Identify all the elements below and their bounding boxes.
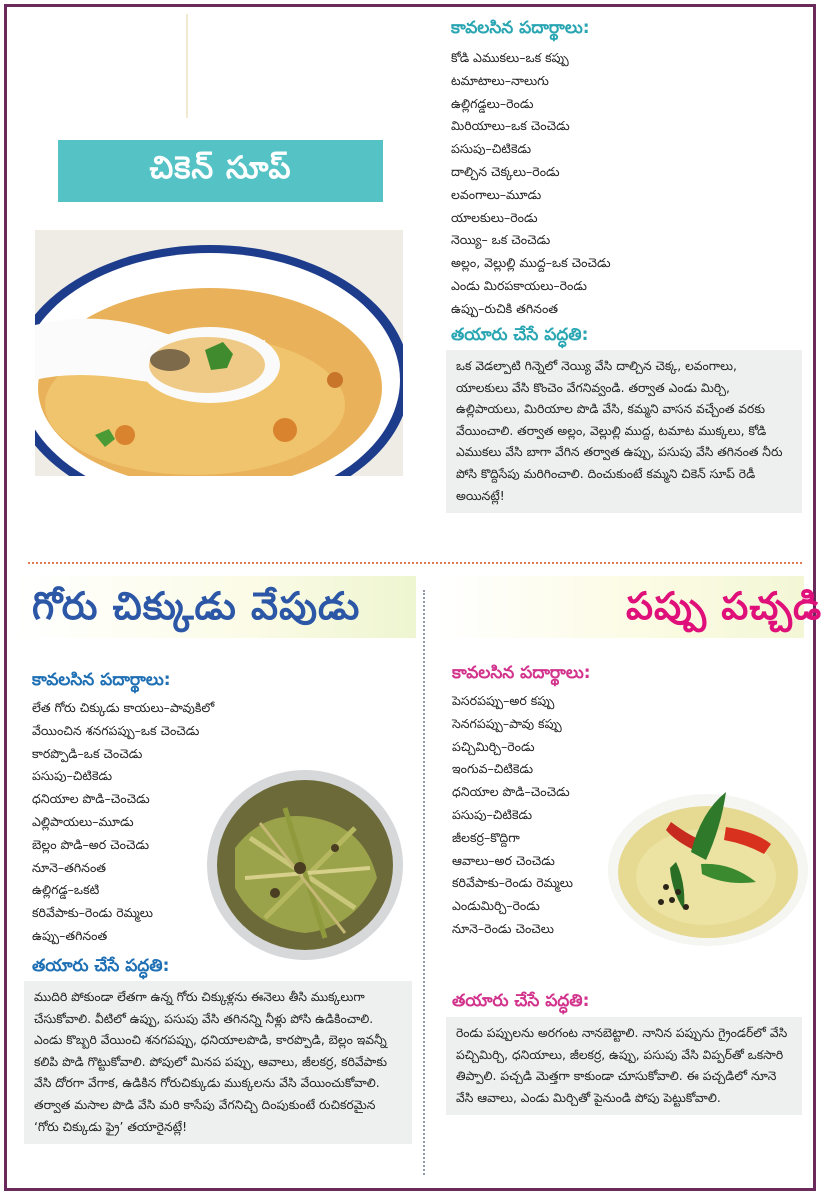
list-item: ఉల్లిగడ్డలు–రెండు	[451, 95, 534, 111]
list-item: ఆవాలు–అర చెంచెడు	[452, 852, 555, 868]
goru-chikkudu-photo	[205, 768, 405, 963]
list-item: కరివేపాకు–రెండు రెమ్మలు	[32, 905, 153, 921]
chicken-method-text: ఒక వెడల్పాటి గిన్నెలో నెయ్యి వేసి దాల్చిన చెక్క, లవంగాలు, యాలకులు వేసి కొంచెం వేగనివ్వండి. తర్వాత ఎండు మిర్చి, ఉల్లిపాయలు, మిరియాల పొడి వేసి, కమ్మని వాసన వచ్చేంత వరకు వేయించాలి. తర్వాత అల్లం, వెల్లుల్లి ముద్ద, టమాట ముక్కలు, కోడి ఎముకలు వేసి బాగా వేగిన తర్వాత ఉప్పు, పసుపు వేసి తగినంత నీరు పోసి కొద్దిసేపు మరిగించాలి. దించుకుంటే కమ్మని చికెన్ సూప్ రెడీ అయినట్లే!	[456, 359, 783, 503]
section-divider	[28, 562, 802, 564]
list-item: ఉప్పు–రుచికి తగినంత	[451, 300, 559, 316]
pappu-ingredients-heading: కావలసిన పదార్థాలు:	[452, 663, 591, 683]
pappu-ingredients-list	[452, 690, 573, 941]
chicken-soup-title: చికెన్ సూప్	[58, 140, 383, 202]
list-item: జీలకర్ర–కొద్దిగా	[452, 829, 520, 845]
goru-method-text: ముదిరి పోకుండా లేతగా ఉన్న గోరు చిక్కుళ్లను ఈనెలు తీసి ముక్కలుగా చేసుకోవాలి. వీటిలో ఉప్పు, పసుపు వేసి తగినన్ని నీళ్లు పోసి ఉడికించాలి. ఎండు కొబ్బరి వేయించి శనగపప్పు, ధనియాలపొడి, కారప్పొడి, బెల్లం ఇవన్నీ కలిపి పొడి గొట్టుకోవాలి. పోపులో మినప పప్పు, ఆవాలు, జీలకర్ర, కరివేపాకు వేసి దోరగా వేగాక, ఉడికిన గోరుచిక్కుడు ముక్కలను వేసి వేయించుకోవాలి. తర్వాత మసాల పొడి వేసి మరి కాసేపు వేగనిచ్చి దింపుకుంటే రుచికరమైన ‘గోరు చిక్కుడు ఫ్రై’ తయారైనట్లే!	[34, 990, 388, 1134]
pappu-method-text: రెండు పప్పులను అరగంట నానబెట్టాలి. నానిన పప్పును గ్రైండర్‌లో వేసి పచ్చిమిర్చి, ధనియాలు, జీలకర్ర, ఉప్పు, పసుపు వేసి విప్పర్‌తో ఒకసారి తిప్పాలి. పచ్చడి మెత్తగా కాకుండా చూసుకోవాలి. ఈ పచ్చడిలో నూనె వేసి ఆవాలు, ఎండు మిర్చితో పైనుండి పోపు పెట్టుకోవాలి.	[456, 1026, 788, 1105]
chicken-ingredients-heading: కావలసిన పదార్థాలు:	[451, 18, 590, 38]
goru-chikkudu-title: గోరు చిక్కుడు వేపుడు	[32, 584, 361, 628]
list-item: ఇంగువ–చిటికెడు	[452, 761, 534, 777]
list-item: ధనియాల పొడి–చెంచెడు	[32, 791, 150, 807]
list-item: ఎండు మిరపకాయలు–రెండు	[451, 277, 587, 293]
chicken-method-heading: తయారు చేసే పద్ధతి:	[451, 325, 589, 345]
list-item: పచ్చిమిర్చి–రెండు	[452, 738, 535, 754]
list-item: బెల్లం పొడి–అర చెంచెడు	[32, 836, 150, 852]
list-item: వేయించిన శనగపప్పు–ఒక చెంచెడు	[32, 722, 200, 738]
list-item: అల్లం, వెల్లుల్లి ముద్ద–ఒక చెంచెడు	[451, 255, 611, 271]
pappu-pachadi-photo	[606, 782, 810, 948]
chicken-method-box	[446, 350, 802, 513]
list-item: నూనె–తగినంత	[32, 859, 107, 875]
column-divider	[423, 590, 425, 1175]
chicken-soup-photo	[35, 230, 403, 476]
list-item: పసుపు–చిటికెడు	[32, 768, 113, 784]
pappu-method-box	[446, 1017, 802, 1115]
list-item: ఉప్పు–తగినంత	[32, 927, 108, 943]
list-item: దాల్చిన చెక్కలు–రెండు	[451, 163, 560, 179]
pappu-pachadi-title: పప్పు పచ్చడి	[626, 584, 823, 628]
goru-ingredients-list	[32, 697, 214, 948]
list-item: యాలకులు–రెండు	[451, 209, 538, 225]
list-item: లవంగాలు–మూడు	[451, 186, 542, 202]
list-item: కోడి ఎముకలు–ఒక కప్పు	[451, 50, 569, 65]
list-item: ఉల్లిగడ్డ–ఒకటి	[32, 882, 100, 898]
list-item: ఎండుమిర్చి–రెండు	[452, 898, 540, 914]
chicken-ingredients-list	[451, 47, 611, 321]
list-item: మిరియాలు–ఒక చెంచెడు	[451, 118, 570, 134]
goru-method-box	[24, 981, 412, 1144]
goru-ingredients-heading: కావలసిన పదార్థాలు:	[32, 670, 171, 690]
list-item: సెనగపప్పు–పావు కప్పు	[452, 715, 562, 731]
list-item: నూనె–రెండు చెంచెలు	[452, 920, 554, 936]
pappu-method-heading: తయారు చేసే పద్ధతి:	[452, 991, 590, 1011]
list-item: లేత గోరు చిక్కుడు కాయలు–పావుకిలో	[32, 700, 215, 715]
list-item: ధనియాల పొడి–చెంచెడు	[452, 784, 570, 800]
list-item: ఎల్లిపాయలు–మూడు	[32, 813, 134, 829]
list-item: పెసరపప్పు–అర కప్పు	[452, 693, 555, 708]
list-item: టమాటాలు–నాలుగు	[451, 72, 549, 88]
goru-method-heading: తయారు చేసే పద్ధతి:	[32, 956, 170, 976]
list-item: కారప్పొడి–ఒక చెంచెడు	[32, 745, 143, 761]
list-item: కరివేపాకు–రెండు రెమ్మలు	[452, 875, 573, 891]
divider-line	[186, 14, 188, 118]
list-item: పసుపు–చిటికెడు	[451, 141, 532, 157]
list-item: నెయ్యి– ఒక చెంచెడు	[451, 232, 551, 248]
list-item: పసుపు–చిటికెడు	[452, 806, 533, 822]
